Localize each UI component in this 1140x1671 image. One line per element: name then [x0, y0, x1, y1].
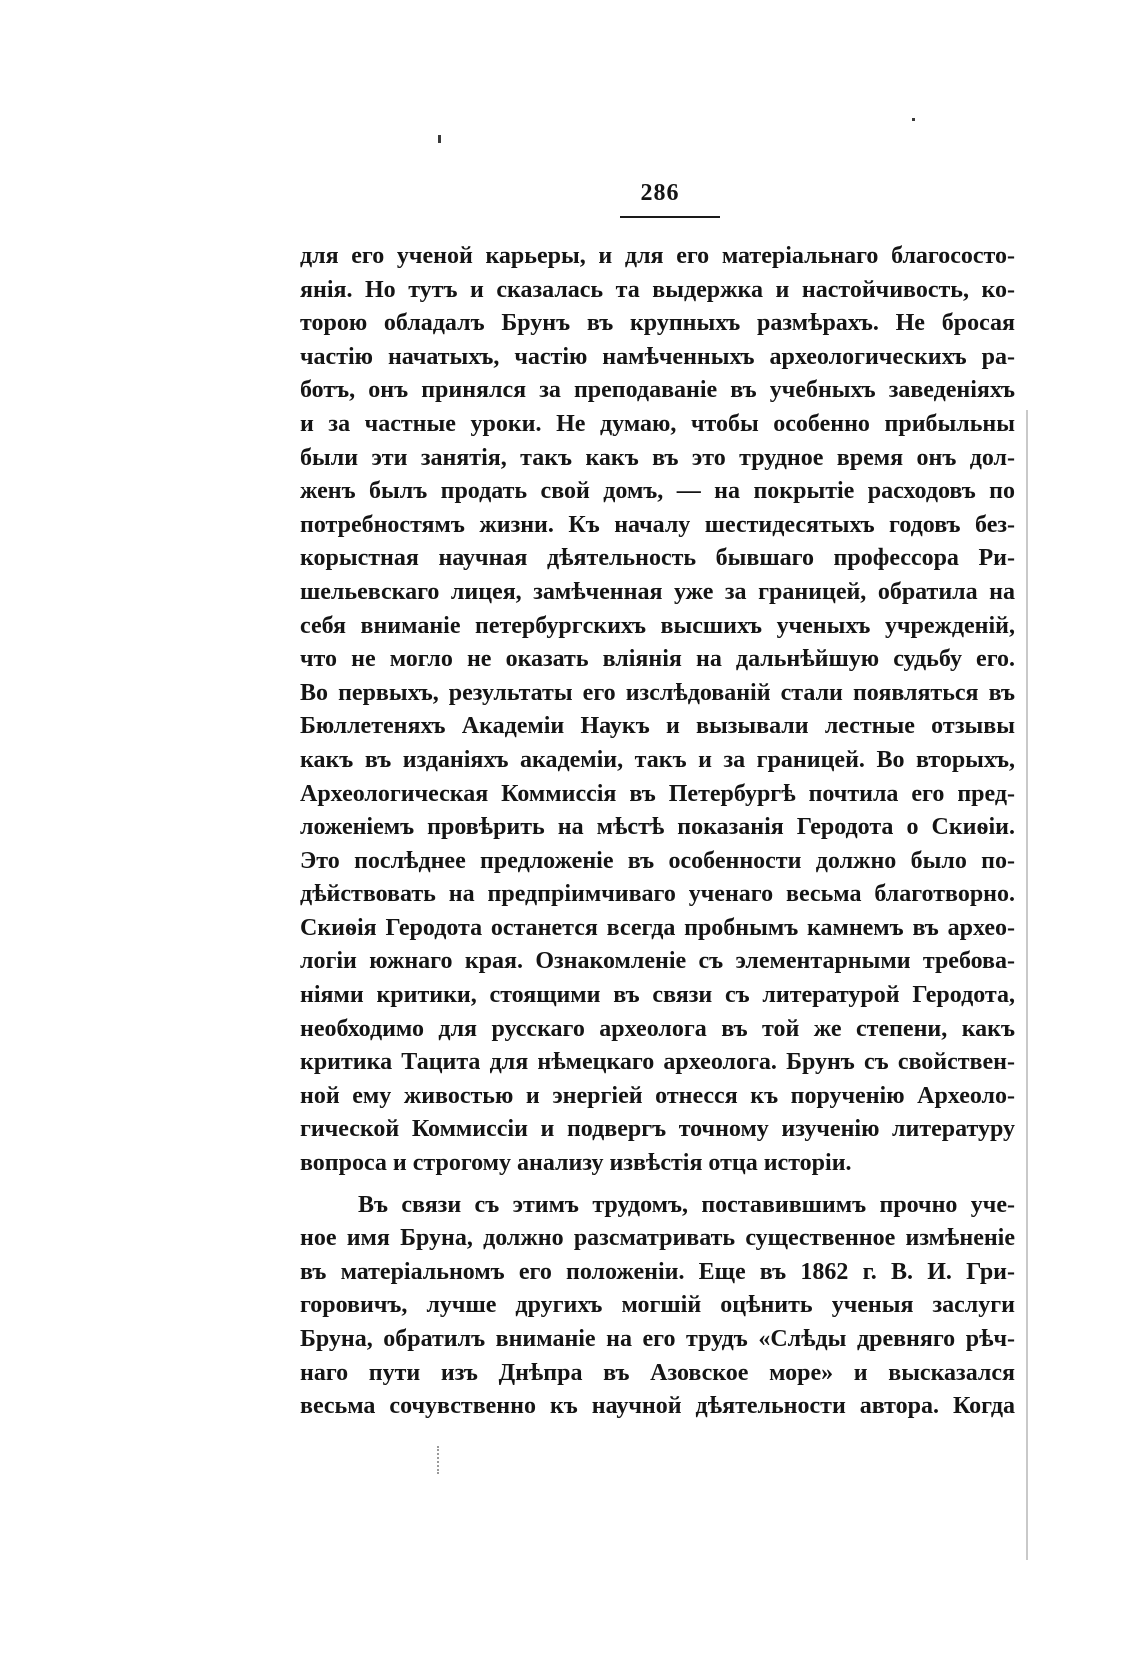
text-line: что не могло не оказать вліянія на дальнѣйшую судьбу его. [300, 646, 1015, 673]
text-line: ное имя Бруна, должно разсматривать существенное измѣненіе [300, 1225, 1015, 1252]
text-line: весьма сочувственно къ научной дѣятельности автора. Когда [300, 1393, 1015, 1420]
text-line: ніями критики, стоящими въ связи съ литературой Геродота, [300, 982, 1015, 1009]
text-line: для его ученой карьеры, и для его матеріальнаго благососто- [300, 243, 1015, 269]
scan-speck [912, 118, 915, 121]
text-line: Скиѳія Геродота останется всегда пробнымъ камнемъ въ архео- [300, 914, 1015, 941]
text-line: наго пути изъ Днѣпра въ Азовское море» и высказался [300, 1359, 1015, 1386]
text-line: логіи южнаго края. Ознакомленіе съ элементарными требова- [300, 948, 1015, 975]
text-line: торою обладалъ Брунъ въ крупныхъ размѣрахъ. Не бросая [300, 310, 1015, 337]
text-line: горовичъ, лучше другихъ могшій оцѣнить ученыя заслуги [300, 1292, 1015, 1319]
text-line: гической Коммиссіи и подвергъ точному изученію литературу [300, 1116, 1015, 1143]
text-line: и за частные уроки. Не думаю, чтобы особенно прибыльны [300, 410, 1015, 437]
body-text [300, 240, 1015, 1424]
page-number: 286 [640, 180, 680, 206]
text-line: критика Тацита для нѣмецкаго археолога. Брунъ съ свойствен- [300, 1049, 1015, 1076]
text-line: ботъ, онъ принялся за преподаваніе въ учебныхъ заведеніяхъ [300, 377, 1015, 404]
text-line: себя вниманіе петербургскихъ высшихъ ученыхъ учрежденій, [300, 612, 1015, 639]
text-line: Бюллетеняхъ Академіи Наукъ и вызывали лестные отзывы [300, 713, 1015, 740]
text-line: женъ былъ продать свой домъ, — на покрытіе расходовъ по [300, 478, 1015, 505]
text-line: Археологическая Коммиссія въ Петербургѣ почтила его пред- [300, 780, 1015, 807]
paragraph-2 [300, 1189, 1015, 1424]
text-line: корыстная научная дѣятельность бывшаго профессора Ри- [300, 545, 1015, 572]
text-line: вопроса и строгому анализу извѣстія отца исторіи. [300, 1150, 852, 1177]
paragraph-gap [300, 1181, 1015, 1189]
text-line: ной ему живостью и энергіей отнесся къ порученію Археоло- [300, 1082, 1015, 1109]
text-line: необходимо для русскаго археолога въ той же степени, какъ [300, 1015, 1015, 1042]
scan-page-edge [1026, 410, 1028, 1560]
text-line: Въ связи съ этимъ трудомъ, поставившимъ прочно уче- [358, 1191, 1015, 1218]
text-line: Бруна, обратилъ вниманіе на его трудъ «Слѣды древняго рѣч- [300, 1326, 1015, 1352]
text-line: были эти занятія, такъ какъ въ это трудное время онъ дол- [300, 444, 1015, 471]
scan-speck [438, 135, 441, 143]
text-line: потребностямъ жизни. Къ началу шестидесятыхъ годовъ без- [300, 511, 1015, 538]
text-line: Это послѣднее предложеніе въ особенности должно было по- [300, 847, 1015, 874]
text-line: какъ въ изданіяхъ академіи, такъ и за границей. Во вторыхъ, [300, 746, 1015, 773]
text-line: шельевскаго лицея, замѣченная уже за границей, обратила на [300, 578, 1015, 605]
page-number-rule [620, 216, 720, 218]
scan-dots [437, 1446, 441, 1474]
text-line: янія. Но тутъ и сказалась та выдержка и настойчивость, ко- [300, 276, 1015, 303]
text-line: Во первыхъ, результаты его изслѣдованій стали появляться въ [300, 679, 1015, 706]
text-line: дѣйствовать на предпріимчиваго ученаго весьма благотворно. [300, 881, 1015, 908]
text-line: частію начатыхъ, частію намѣченныхъ археологическихъ ра- [300, 343, 1015, 370]
text-line: въ матеріальномъ его положеніи. Еще въ 1862 г. В. И. Гри- [300, 1258, 1015, 1285]
paragraph-1 [300, 240, 1015, 1181]
text-line: ложеніемъ провѣрить на мѣстѣ показанія Геродота о Скиѳіи. [300, 814, 1015, 841]
